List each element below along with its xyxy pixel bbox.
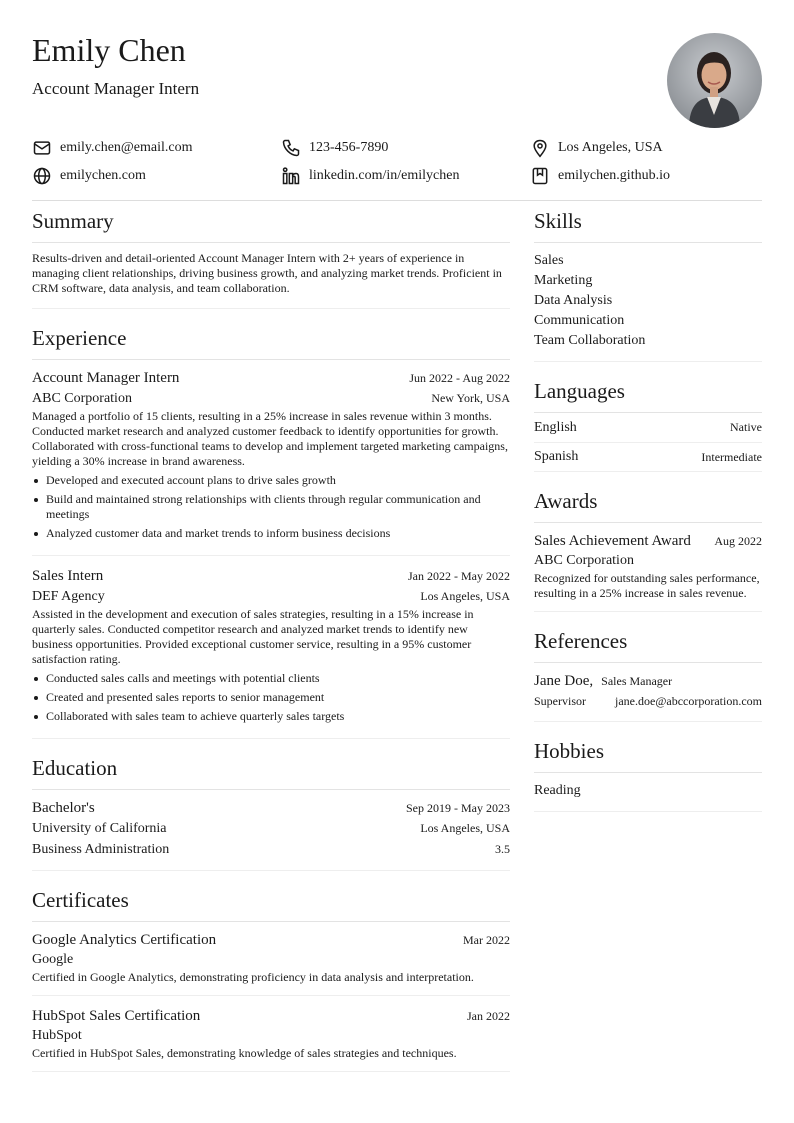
section-title: Certificates bbox=[32, 887, 510, 922]
section-title: References bbox=[534, 628, 762, 663]
job-bullet: Conducted sales calls and meetings with potential clients bbox=[32, 671, 510, 686]
education-section bbox=[32, 755, 510, 871]
education-dates: Sep 2019 - May 2023 bbox=[406, 801, 510, 815]
certificate-date: Jan 2022 bbox=[467, 1009, 510, 1023]
hobbies-section bbox=[534, 738, 762, 812]
resume-header bbox=[32, 30, 762, 130]
job-bullet: Analyzed customer data and market trends to inform business decisions bbox=[32, 526, 510, 541]
language-item bbox=[534, 442, 762, 471]
section-title: Education bbox=[32, 755, 510, 790]
certificate-entry bbox=[32, 995, 510, 1072]
certificate-description: Certified in Google Analytics, demonstrating proficiency in data analysis and interpretation. bbox=[32, 970, 474, 984]
reference-relation: Supervisor bbox=[534, 694, 586, 708]
sidebar-column bbox=[534, 208, 762, 828]
reference-role: Sales Manager bbox=[601, 674, 673, 688]
award-title: Sales Achievement Award bbox=[534, 533, 691, 549]
job-bullet: Developed and executed account plans to drive sales growth bbox=[32, 473, 510, 488]
certificate-title: HubSpot Sales Certification bbox=[32, 1008, 201, 1024]
job-title: Account Manager Intern bbox=[32, 370, 180, 386]
contact-location: Los Angeles, USA bbox=[530, 138, 663, 158]
skill-item: Sales bbox=[534, 253, 564, 268]
globe-icon bbox=[32, 166, 52, 186]
award-date: Aug 2022 bbox=[714, 534, 762, 548]
experience-section bbox=[32, 325, 510, 739]
section-title: Hobbies bbox=[534, 738, 762, 773]
linkedin-icon bbox=[281, 166, 301, 186]
school-location: Los Angeles, USA bbox=[420, 821, 510, 835]
company-name: ABC Corporation bbox=[32, 391, 132, 406]
contact-phone[interactable]: 123-456-7890 bbox=[281, 138, 530, 158]
field-of-study: Business Administration bbox=[32, 842, 170, 857]
contact-email[interactable]: emily.chen@email.com bbox=[32, 138, 281, 158]
language-level: Native bbox=[730, 420, 762, 434]
header-divider bbox=[32, 200, 762, 201]
experience-entry bbox=[32, 368, 510, 555]
job-title: Sales Intern bbox=[32, 568, 104, 584]
skills-section bbox=[534, 208, 762, 362]
contact-info bbox=[32, 134, 762, 190]
bookmark-icon bbox=[530, 166, 550, 186]
mail-icon bbox=[32, 138, 52, 158]
section-title: Summary bbox=[32, 208, 510, 243]
certificate-title: Google Analytics Certification bbox=[32, 932, 217, 948]
phone-icon bbox=[281, 138, 301, 158]
job-dates: Jun 2022 - Aug 2022 bbox=[409, 371, 510, 385]
award-description: Recognized for outstanding sales performance, resulting in a 25% increase in sales revenue. bbox=[534, 571, 760, 600]
certificate-issuer: HubSpot bbox=[32, 1028, 82, 1043]
contact-portfolio[interactable]: emilychen.github.io bbox=[530, 166, 670, 186]
section-title: Languages bbox=[534, 378, 762, 413]
languages-section bbox=[534, 378, 762, 472]
section-title: Experience bbox=[32, 325, 510, 360]
language-name: English bbox=[534, 419, 577, 435]
skill-item: Marketing bbox=[534, 273, 593, 288]
contact-linkedin[interactable]: linkedin.com/in/emilychen bbox=[281, 166, 530, 186]
job-dates: Jan 2022 - May 2022 bbox=[408, 569, 510, 583]
hobby-item: Reading bbox=[534, 783, 581, 798]
references-section bbox=[534, 628, 762, 722]
summary-section bbox=[32, 208, 510, 309]
profile-photo bbox=[667, 33, 762, 128]
language-item bbox=[534, 413, 762, 442]
skill-item: Data Analysis bbox=[534, 293, 613, 308]
reference-name: Jane Doe, bbox=[534, 673, 594, 689]
job-location: New York, USA bbox=[431, 391, 510, 405]
job-bullet: Created and presented sales reports to senior management bbox=[32, 690, 510, 705]
job-location: Los Angeles, USA bbox=[420, 589, 510, 603]
reference-email[interactable]: jane.doe@abccorporation.com bbox=[615, 694, 762, 708]
award-entry bbox=[534, 531, 762, 611]
candidate-title: Account Manager Intern bbox=[32, 79, 200, 98]
awards-section bbox=[534, 488, 762, 612]
language-name: Spanish bbox=[534, 449, 579, 464]
certificate-issuer: Google bbox=[32, 952, 74, 967]
education-entry bbox=[32, 798, 510, 870]
job-bullet: Collaborated with sales team to achieve quarterly sales targets bbox=[32, 709, 510, 724]
section-title: Skills bbox=[534, 208, 762, 243]
company-name: DEF Agency bbox=[32, 589, 105, 604]
certificate-date: Mar 2022 bbox=[463, 933, 510, 947]
skill-item: Communication bbox=[534, 313, 625, 328]
degree: Bachelor's bbox=[32, 800, 95, 816]
contact-website[interactable]: emilychen.com bbox=[32, 166, 281, 186]
gpa: 3.5 bbox=[495, 842, 510, 856]
certificate-entry bbox=[32, 930, 510, 995]
candidate-name: Emily Chen bbox=[32, 32, 186, 68]
job-description: Managed a portfolio of 15 clients, resulting in a 25% increase in sales revenue within 3 months. Conducted market research and analyzed customer feedback to identify opportunities for growth. Collaborated with cross-functional teams to develop and implement targeted marketing campaigns, yielding a 30% increase in brand awareness. bbox=[32, 409, 508, 468]
award-issuer: ABC Corporation bbox=[534, 553, 634, 568]
main-column bbox=[32, 208, 510, 1088]
experience-entry bbox=[32, 555, 510, 738]
certificate-description: Certified in HubSpot Sales, demonstrating knowledge of sales strategies and techniques. bbox=[32, 1046, 457, 1060]
school-name: University of California bbox=[32, 821, 167, 836]
map-pin-icon bbox=[530, 138, 550, 158]
section-title: Awards bbox=[534, 488, 762, 523]
summary-text: Results-driven and detail-oriented Account Manager Intern with 2+ years of experience in managing client relationships, driving business growth, and analyzing market trends. Proficient in CRM software, data analysis, and team collaboration. bbox=[32, 251, 502, 295]
skill-item: Team Collaboration bbox=[534, 333, 646, 348]
job-description: Assisted in the development and execution of sales strategies, resulting in a 15% increase in quarterly sales. Conducted competitor research and analyzed market trends to identify new business opportunities. Provided exceptional customer service, resulting in a 95% customer satisfaction rating. bbox=[32, 607, 474, 666]
job-bullet: Build and maintained strong relationships with clients through regular communication and meetings bbox=[32, 492, 510, 522]
language-level: Intermediate bbox=[701, 449, 762, 464]
certificates-section bbox=[32, 887, 510, 1072]
